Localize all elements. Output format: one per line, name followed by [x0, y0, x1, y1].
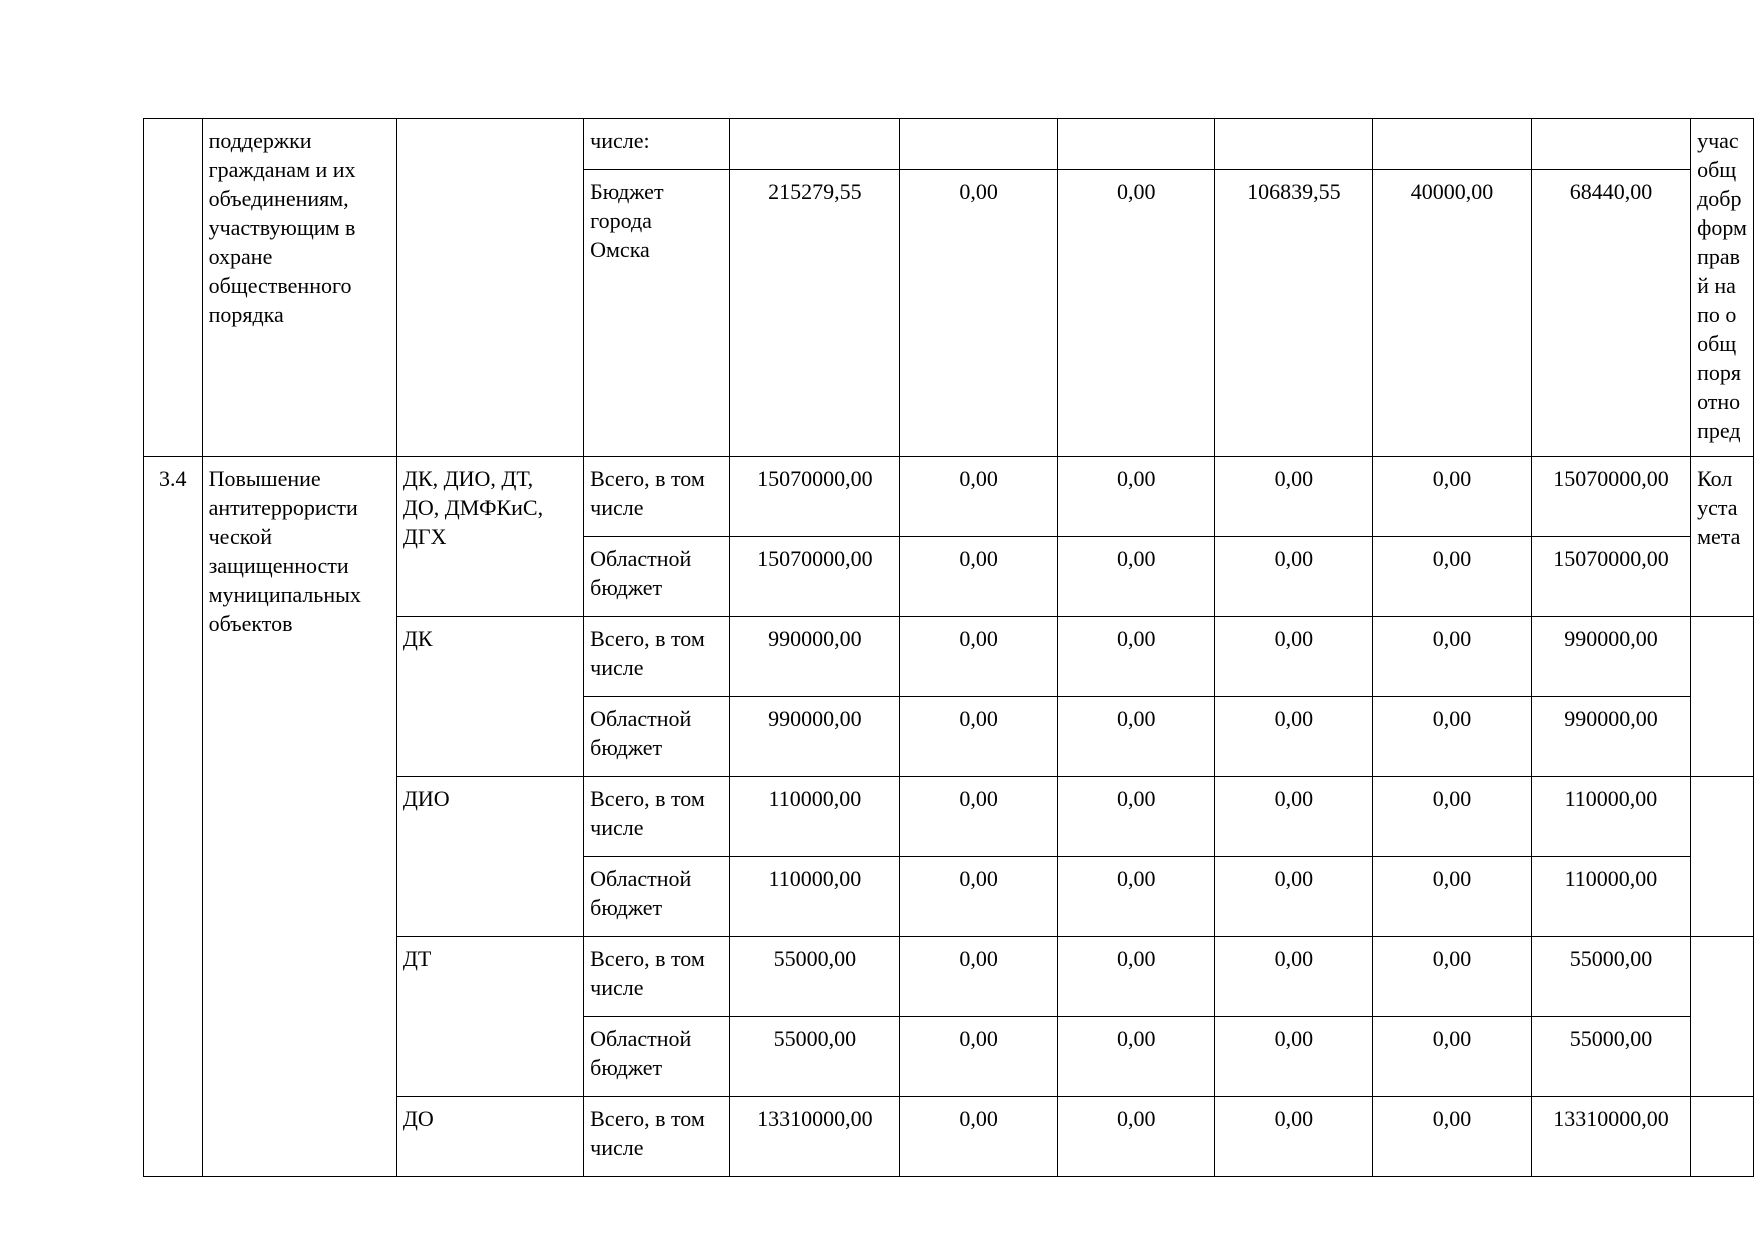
- source-cell: Всего, в том числе: [584, 777, 730, 857]
- source-cell: Всего, в том числе: [584, 937, 730, 1017]
- value-cell: 0,00: [1373, 697, 1532, 777]
- value-cell: 0,00: [1057, 777, 1215, 857]
- value-cell: 55000,00: [1531, 1017, 1690, 1097]
- value-cell: 0,00: [900, 1017, 1058, 1097]
- table-row: [144, 119, 1754, 170]
- value-cell: 15070000,00: [1531, 537, 1690, 617]
- value-cell: 110000,00: [1531, 777, 1690, 857]
- value-cell: 990000,00: [730, 697, 900, 777]
- value-cell: 68440,00: [1531, 170, 1690, 457]
- item-index: 3.4: [144, 457, 203, 1177]
- executor-cell: ДО: [396, 1097, 583, 1177]
- executor-cell: ДК, ДИО, ДТ, ДО, ДМФКиС, ДГХ: [396, 457, 583, 617]
- value-cell: 0,00: [1057, 937, 1215, 1017]
- value-cell: 106839,55: [1215, 170, 1373, 457]
- value-cell: [1373, 119, 1532, 170]
- value-cell: 0,00: [1057, 1017, 1215, 1097]
- item-name-cell: Повышение антитеррористи ческой защищенности муниципальных объектов: [202, 457, 396, 1177]
- value-cell: 15070000,00: [730, 537, 900, 617]
- value-cell: 0,00: [1215, 777, 1373, 857]
- value-cell: 0,00: [1057, 1097, 1215, 1177]
- value-cell: 0,00: [1215, 1097, 1373, 1177]
- value-cell: 0,00: [1215, 937, 1373, 1017]
- index-cell: [144, 119, 203, 457]
- value-cell: 15070000,00: [1531, 457, 1690, 537]
- value-cell: [1057, 119, 1215, 170]
- value-cell: 0,00: [1057, 457, 1215, 537]
- source-cell: Всего, в том числе: [584, 1097, 730, 1177]
- value-cell: 0,00: [1057, 697, 1215, 777]
- value-cell: [730, 119, 900, 170]
- value-cell: 0,00: [1373, 617, 1532, 697]
- source-cell: Областной бюджет: [584, 537, 730, 617]
- value-cell: 0,00: [1057, 170, 1215, 457]
- source-cell: Областной бюджет: [584, 697, 730, 777]
- value-cell: 13310000,00: [730, 1097, 900, 1177]
- value-cell: 55000,00: [730, 937, 900, 1017]
- source-cell: Всего, в том числе: [584, 617, 730, 697]
- value-cell: 0,00: [1373, 857, 1532, 937]
- value-cell: 0,00: [900, 857, 1058, 937]
- value-cell: 0,00: [900, 537, 1058, 617]
- value-cell: 110000,00: [730, 857, 900, 937]
- source-cell: Областной бюджет: [584, 1017, 730, 1097]
- value-cell: 0,00: [900, 937, 1058, 1017]
- value-cell: 0,00: [1215, 1017, 1373, 1097]
- value-cell: 110000,00: [730, 777, 900, 857]
- value-cell: 13310000,00: [1531, 1097, 1690, 1177]
- value-cell: 0,00: [1373, 1097, 1532, 1177]
- value-cell: 15070000,00: [730, 457, 900, 537]
- value-cell: 0,00: [900, 697, 1058, 777]
- budget-table: [143, 118, 1754, 1177]
- value-cell: 0,00: [1215, 457, 1373, 537]
- executor-cell: ДТ: [396, 937, 583, 1097]
- value-cell: 0,00: [1373, 537, 1532, 617]
- value-cell: 215279,55: [730, 170, 900, 457]
- table-row: [144, 457, 1754, 537]
- executor-cell: ДИО: [396, 777, 583, 937]
- source-cell: Бюджет города Омска: [584, 170, 730, 457]
- value-cell: 0,00: [1373, 457, 1532, 537]
- value-cell: 990000,00: [1531, 697, 1690, 777]
- item-name-cell: поддержки гражданам и их объединениям, участвующим в охране общественного порядка: [202, 119, 396, 457]
- source-cell: Областной бюджет: [584, 857, 730, 937]
- value-cell: 990000,00: [1531, 617, 1690, 697]
- value-cell: 0,00: [900, 617, 1058, 697]
- value-cell: 0,00: [1215, 857, 1373, 937]
- result-cell: [1691, 1097, 1754, 1177]
- value-cell: 0,00: [1215, 617, 1373, 697]
- value-cell: 0,00: [1215, 537, 1373, 617]
- value-cell: 0,00: [1373, 937, 1532, 1017]
- source-cell: Всего, в том числе: [584, 457, 730, 537]
- value-cell: [1531, 119, 1690, 170]
- value-cell: 55000,00: [730, 1017, 900, 1097]
- value-cell: 0,00: [900, 1097, 1058, 1177]
- value-cell: 110000,00: [1531, 857, 1690, 937]
- result-cell: [1691, 777, 1754, 937]
- value-cell: 0,00: [900, 170, 1058, 457]
- value-cell: 0,00: [1057, 617, 1215, 697]
- executor-cell: ДК: [396, 617, 583, 777]
- executor-cell: [396, 119, 583, 457]
- result-cell: [1691, 937, 1754, 1097]
- result-cell: учас общ добр форм прав й на по о общ поря отно пред: [1691, 119, 1754, 457]
- value-cell: [900, 119, 1058, 170]
- value-cell: [1215, 119, 1373, 170]
- result-cell: Кол уста мета: [1691, 457, 1754, 617]
- value-cell: 0,00: [1215, 697, 1373, 777]
- value-cell: 990000,00: [730, 617, 900, 697]
- value-cell: 0,00: [1057, 537, 1215, 617]
- value-cell: 0,00: [1373, 1017, 1532, 1097]
- result-cell: [1691, 617, 1754, 777]
- value-cell: 40000,00: [1373, 170, 1532, 457]
- value-cell: 0,00: [1057, 857, 1215, 937]
- value-cell: 0,00: [900, 777, 1058, 857]
- value-cell: 0,00: [1373, 777, 1532, 857]
- value-cell: 0,00: [900, 457, 1058, 537]
- source-cell: числе:: [584, 119, 730, 170]
- value-cell: 55000,00: [1531, 937, 1690, 1017]
